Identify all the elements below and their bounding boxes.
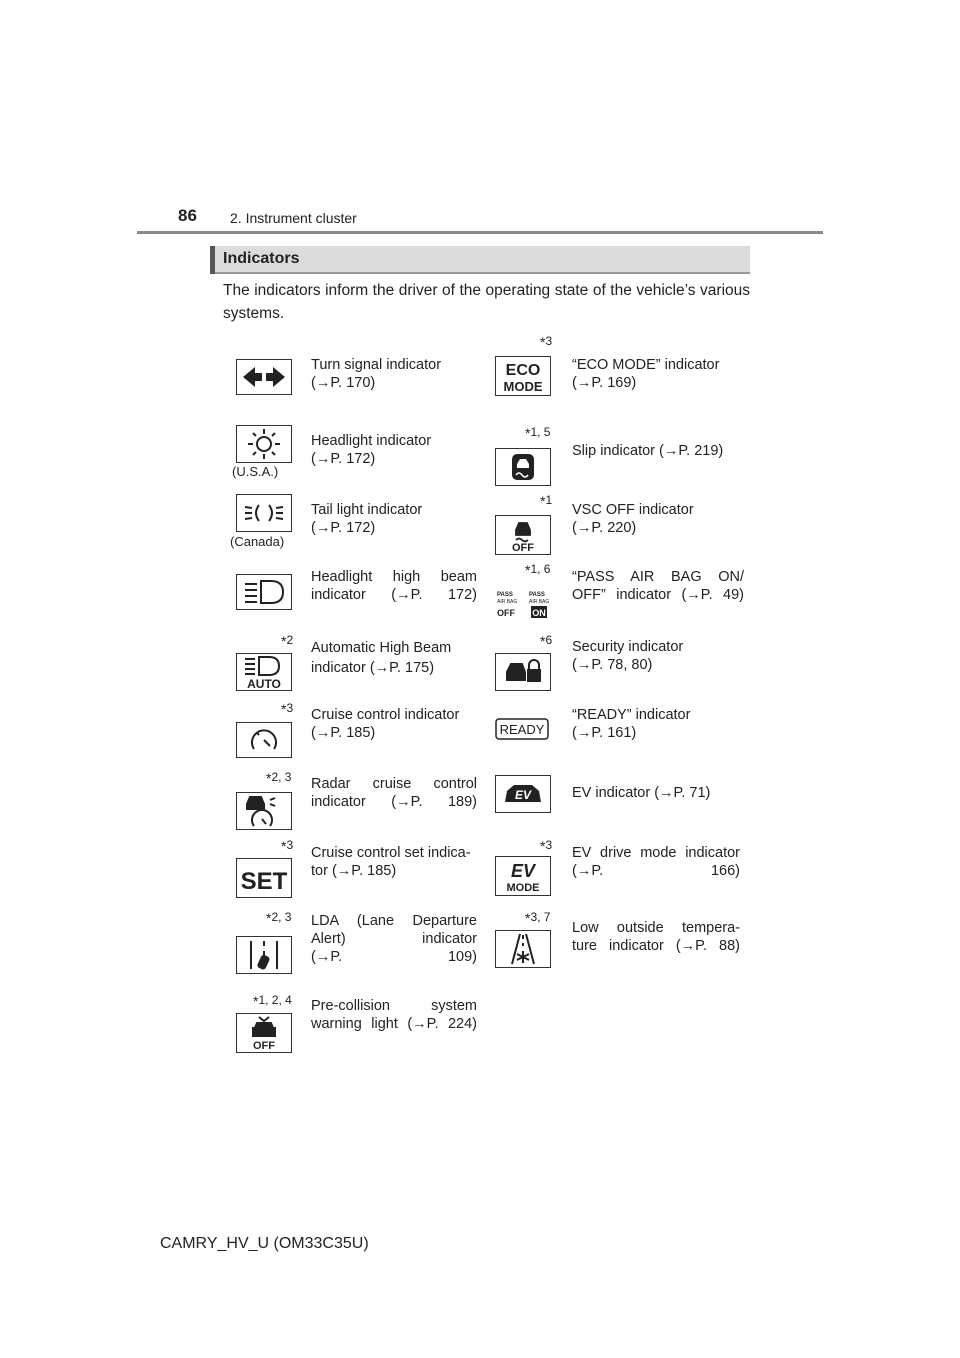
pass-on-badge: ON: [532, 608, 546, 618]
headlight-desc: Headlight indicator (→P. 172): [311, 433, 432, 467]
low-temp-desc: Low outside tempera- ture indicator (→P. 88): [572, 920, 740, 954]
lda-desc: LDA (Lane Departure Alert) indicator (→P. 109): [311, 913, 477, 965]
security-icon: [495, 653, 551, 691]
high-beam-desc: Headlight high beam indicator (→P. 172): [311, 569, 477, 603]
high-beam-icon: [236, 574, 292, 610]
low-outside-temp-icon: [495, 930, 551, 968]
svg-text:PASS: PASS: [529, 592, 545, 598]
eco-mode-desc: “ECO MODE” indicator (→P. 169): [572, 357, 720, 391]
heading-bar: [210, 246, 750, 274]
vsc-off-desc: VSC OFF indicator (→P. 220): [572, 502, 694, 536]
turn-signal-arrows-icon: [236, 359, 292, 395]
ev-drive-mode-desc: EV drive mode indicator (→P. 166): [572, 845, 740, 879]
pre-collision-note: *1, 2, 4: [253, 993, 292, 1009]
ev-badge: EV: [514, 788, 532, 802]
ev-mode-badge-top: EV: [510, 861, 536, 881]
vsc-off-icon: [495, 515, 551, 555]
tail-light-desc: Tail light indicator (→P. 172): [311, 502, 423, 536]
vsc-off-badge: OFF: [512, 542, 534, 554]
lda-note: *2, 3: [266, 910, 292, 926]
cruise-control-desc: Cruise control indicator (→P. 185): [311, 707, 460, 741]
pass-airbag-note: *1, 6: [525, 562, 551, 578]
header-rule: [137, 231, 823, 234]
auto-badge: AUTO: [247, 677, 281, 690]
slip-desc: Slip indicator (→P. 219): [572, 443, 724, 459]
auto-high-beam-note: *2: [281, 633, 294, 649]
ev-icon: [495, 775, 551, 813]
tail-light-icon: [236, 494, 292, 532]
ev-drive-mode-note: *3: [540, 838, 553, 854]
radar-cruise-icon: [236, 792, 292, 830]
low-temp-note: *3, 7: [525, 910, 551, 926]
radar-cruise-note: *2, 3: [266, 770, 292, 786]
security-desc: Security indicator (→P. 78, 80): [572, 639, 684, 673]
ready-desc: “READY” indicator (→P. 161): [572, 707, 691, 741]
pre-collision-off-icon: [236, 1013, 292, 1053]
section-title: 2. Instrument cluster: [230, 210, 357, 226]
pass-airbag-icon: [495, 586, 549, 620]
cruise-set-icon: [236, 858, 292, 898]
turn-signal-desc: Turn signal indicator (→P. 170): [311, 357, 442, 391]
cruise-control-note: *3: [281, 701, 294, 717]
heading: Indicators: [223, 250, 300, 267]
intro-text: The indicators inform the driver of the operating state of the vehicle’s various systems.: [223, 282, 750, 322]
lda-lane-icon: [236, 936, 292, 974]
auto-high-beam-icon: [236, 653, 292, 691]
ready-badge: READY: [499, 722, 545, 737]
eco-badge-top: ECO: [505, 362, 541, 379]
svg-text:AIR BAG: AIR BAG: [497, 599, 518, 605]
cruise-control-icon: [236, 722, 292, 758]
eco-mode-icon: [495, 356, 551, 396]
pass-airbag-desc: “PASS AIR BAG ON/ OFF” indicator (→P. 49): [572, 569, 744, 603]
cruise-set-desc: Cruise control set indica- tor (→P. 185): [311, 845, 471, 879]
footer-code: CAMRY_HV_U (OM33C35U): [160, 1235, 369, 1252]
slip-icon: [495, 448, 551, 486]
cruise-set-note: *3: [281, 838, 294, 854]
auto-high-beam-desc: Automatic High Beam indicator (→P. 175): [311, 640, 452, 676]
ev-mode-badge-bottom: MODE: [506, 882, 540, 894]
headlight-sun-icon: [236, 425, 292, 463]
vsc-off-note: *1: [540, 493, 553, 509]
usa-label: (U.S.A.): [232, 464, 279, 479]
precollision-off-badge: OFF: [253, 1040, 275, 1052]
canada-label: (Canada): [230, 534, 285, 549]
ready-icon: [495, 713, 549, 745]
eco-badge-bottom: MODE: [503, 379, 543, 394]
set-badge: SET: [240, 868, 288, 895]
pre-collision-desc: Pre-collision system warning light (→P. 224): [311, 998, 477, 1032]
ev-desc: EV indicator (→P. 71): [572, 785, 711, 801]
radar-cruise-desc: Radar cruise control indicator (→P. 189): [311, 776, 477, 810]
page-number: 86: [178, 206, 197, 225]
svg-text:PASS: PASS: [497, 592, 513, 598]
security-note: *6: [540, 633, 553, 649]
svg-text:AIR BAG: AIR BAG: [529, 599, 549, 605]
slip-note: *1, 5: [525, 425, 551, 441]
pass-off-badge: OFF: [497, 608, 515, 618]
heading-accent: [210, 246, 215, 274]
eco-mode-note: *3: [540, 334, 553, 350]
ev-drive-mode-icon: [495, 856, 551, 896]
